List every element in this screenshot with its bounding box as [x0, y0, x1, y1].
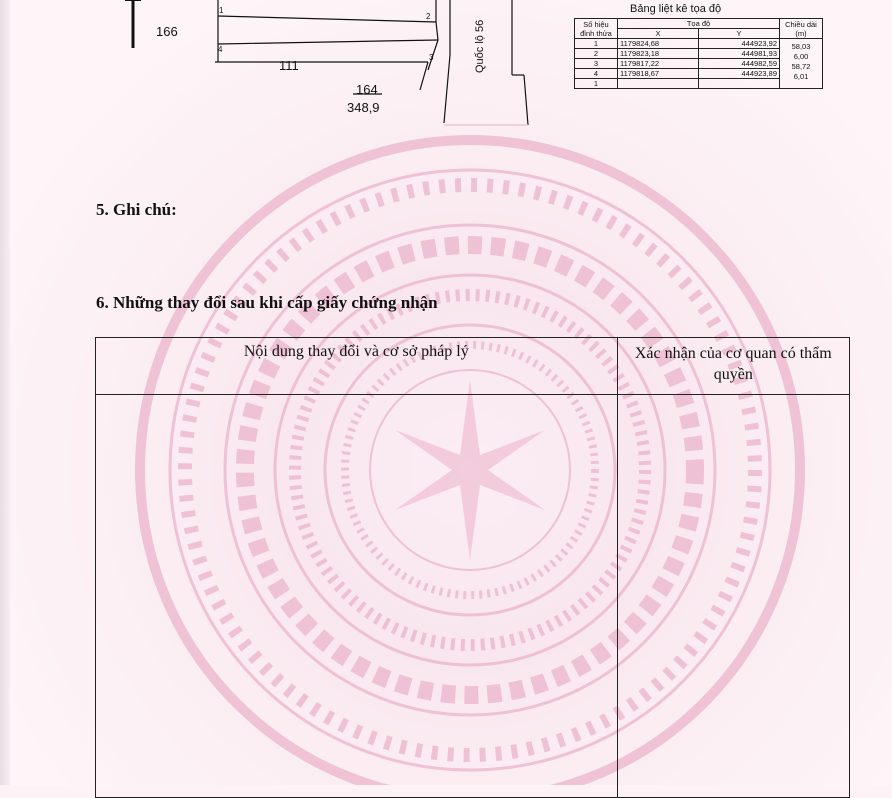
table-row: 2 1179823,18 444981,93	[575, 49, 823, 59]
neighbor-parcel-111: 111	[279, 58, 299, 73]
changes-table	[95, 337, 850, 798]
parcel-area: 348,9	[347, 100, 380, 115]
corner-label-4: 4	[218, 45, 223, 54]
changes-content-header: Nội dung thay đổi và cơ sở pháp lý	[96, 338, 618, 395]
table-row: 1	[575, 79, 823, 89]
coord-table-title: Bảng liệt kê tọa độ	[630, 3, 722, 15]
road-label: Quốc lộ 56	[474, 19, 486, 73]
neighbor-parcel-166: 166	[156, 24, 178, 39]
table-row: 1 1179824,68 444923,92 58,03 6,00 58,72 6,01	[575, 39, 823, 49]
table-row: 4 1179818,67 444923,89	[575, 69, 823, 79]
col-length-header: Chiều dài (m)	[780, 19, 823, 39]
section-5-heading: 5. Ghi chú:	[96, 200, 177, 219]
col-point-header: Số hiệu đỉnh thửa	[575, 19, 618, 39]
table-row: 3 1179817,22 444982,59	[575, 59, 823, 69]
col-coord-header: Tọa độ	[618, 19, 780, 29]
authority-confirmation-cell	[617, 395, 849, 798]
col-x-header: X	[618, 29, 699, 39]
section-6-heading: 6. Những thay đổi sau khi cấp giấy chứng nhận	[96, 293, 438, 312]
authority-confirmation-header: Xác nhận của cơ quan có thẩm quyền	[617, 338, 849, 395]
corner-label-1: 1	[219, 6, 224, 15]
length-cell: 58,03 6,00 58,72 6,01	[780, 39, 823, 89]
col-y-header: Y	[699, 29, 780, 39]
coordinate-table	[574, 18, 823, 89]
changes-content-cell	[96, 395, 618, 798]
parcel-number: 164	[356, 82, 378, 97]
corner-label-3: 3	[429, 53, 434, 62]
corner-label-2: 2	[426, 12, 431, 21]
